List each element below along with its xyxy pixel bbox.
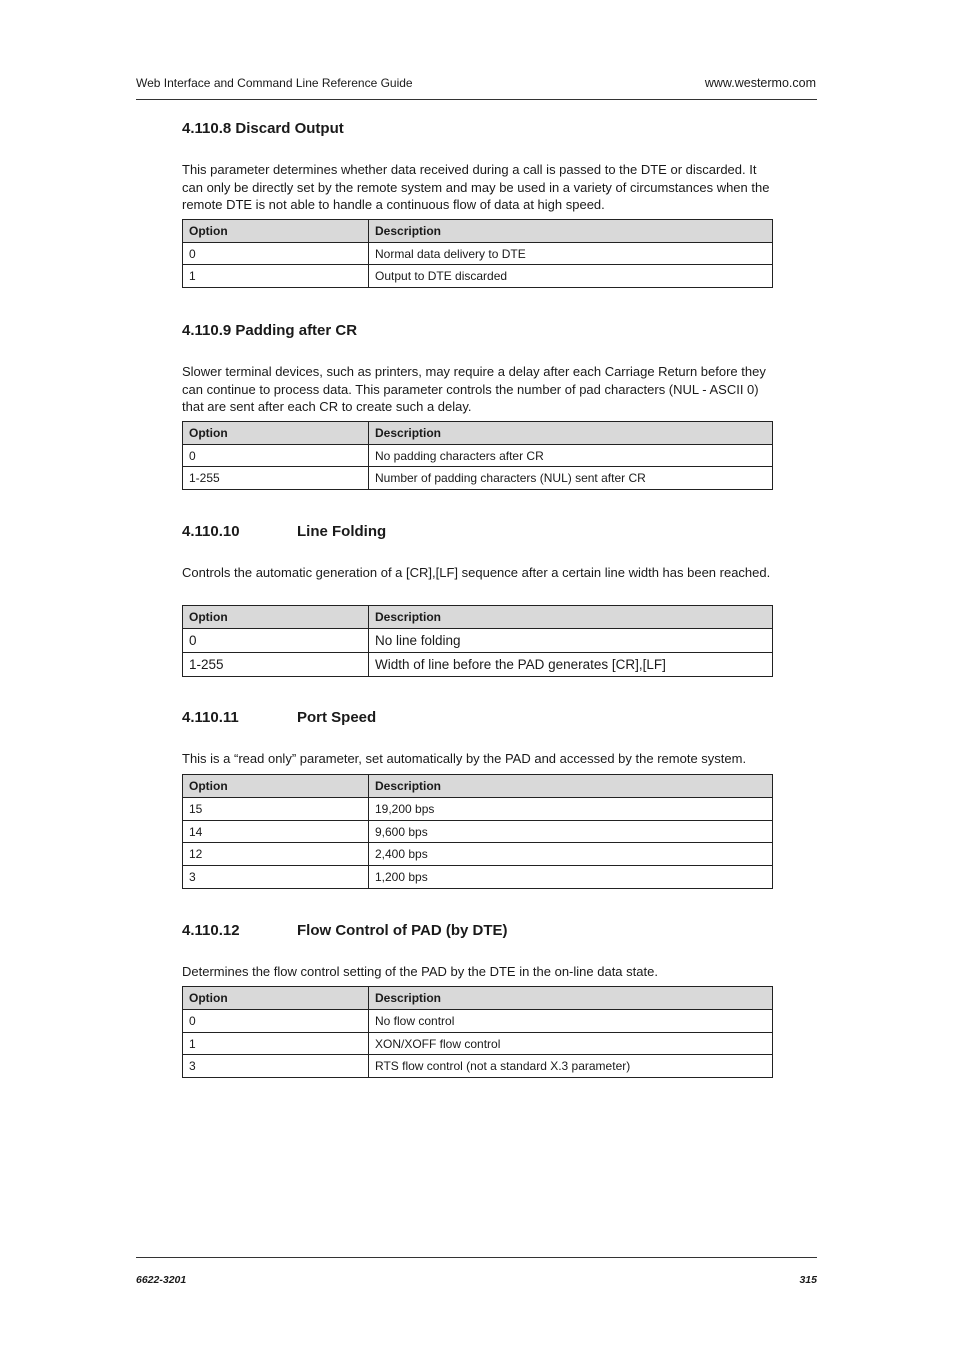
section-discard-output (182, 119, 773, 139)
table-header-row (183, 220, 773, 243)
table-row (183, 265, 773, 288)
table-row (183, 843, 773, 866)
option-cell: 1 (183, 1033, 369, 1055)
description-cell: No padding characters after CR (369, 445, 773, 467)
table-header-row (183, 987, 773, 1010)
section-heading (182, 321, 773, 341)
option-cell: 3 (183, 1055, 369, 1078)
section-description: This parameter determines whether data received during a call is passed to the DTE or discarded. It can only be directly set by the remote system and may be used in a variety of circumstances when the remote DTE is not able to handle a continuous flow of data at high speed. (182, 162, 770, 212)
table-row (183, 467, 773, 490)
description-cell: 9,600 bps (369, 821, 773, 843)
section-title: Flow Control of PAD (by DTE) (297, 922, 508, 939)
header-title: Web Interface and Command Line Reference Guide (136, 76, 413, 90)
table-row (183, 1055, 773, 1078)
option-cell: 12 (183, 843, 369, 866)
options-table-flow-control (182, 986, 773, 1078)
section-paragraph (182, 750, 773, 768)
option-cell: 3 (183, 866, 369, 889)
option-cell: 0 (183, 1010, 369, 1033)
section-title: Line Folding (297, 523, 387, 540)
section-paragraph (182, 363, 773, 416)
section-description: This is a “read only” parameter, set automatically by the PAD and accessed by the remote system. (182, 751, 747, 766)
description-cell: RTS flow control (not a standard X.3 parameter) (369, 1055, 773, 1078)
header-divider (136, 99, 817, 100)
section-number: 4.110.10 (182, 523, 240, 540)
options-table-line-folding (182, 605, 773, 677)
table-row (183, 653, 773, 677)
option-cell: 15 (183, 798, 369, 821)
option-cell: 1 (183, 265, 369, 288)
section-line-folding (182, 522, 773, 542)
section-description: Determines the flow control setting of the PAD by the DTE in the on-line data state. (182, 964, 658, 979)
table-row (183, 445, 773, 467)
section-heading (182, 708, 773, 728)
table-row (183, 243, 773, 265)
section-number: 4.110.11 (182, 709, 239, 726)
column-header-description: Description (369, 220, 773, 243)
section-title: Padding after CR (235, 322, 358, 339)
column-header-option: Option (183, 422, 369, 445)
table-row (183, 629, 773, 653)
document-number: 6622-3201 (136, 1274, 187, 1286)
option-cell: 1-255 (183, 467, 369, 490)
description-cell: Output to DTE discarded (369, 265, 773, 288)
section-port-speed (182, 708, 773, 728)
description-cell: No line folding (369, 629, 773, 653)
section-heading (182, 522, 773, 542)
option-cell: 14 (183, 821, 369, 843)
table-row (183, 798, 773, 821)
footer-divider (136, 1257, 817, 1258)
section-flow-control (182, 921, 773, 941)
description-cell: Number of padding characters (NUL) sent after CR (369, 467, 773, 490)
column-header-description: Description (369, 422, 773, 445)
section-title: Discard Output (235, 120, 344, 137)
options-table-discard-output (182, 219, 773, 288)
section-heading (182, 921, 773, 941)
section-title: Port Speed (297, 709, 377, 726)
column-header-option: Option (183, 775, 369, 798)
section-number: 4.110.12 (182, 922, 240, 939)
table-row (183, 866, 773, 889)
option-cell: 0 (183, 445, 369, 467)
description-cell: 2,400 bps (369, 843, 773, 866)
description-cell: XON/XOFF flow control (369, 1033, 773, 1055)
section-description: Slower terminal devices, such as printers, may require a delay after each Carriage Return before they can continue to process data. This parameter controls the number of pad characters (NUL - ASCII 0) that are sent after each CR to create such a delay. (182, 364, 766, 414)
column-header-option: Option (183, 987, 369, 1010)
option-cell: 1-255 (183, 653, 369, 677)
options-table-padding-after-cr (182, 421, 773, 490)
section-paragraph (182, 564, 773, 582)
column-header-option: Option (183, 606, 369, 629)
column-header-description: Description (369, 775, 773, 798)
section-paragraph (182, 963, 773, 981)
option-cell: 0 (183, 243, 369, 265)
section-heading (182, 119, 773, 139)
table-row (183, 1010, 773, 1033)
table-header-row (183, 775, 773, 798)
options-table-port-speed (182, 774, 773, 889)
table-header-row (183, 422, 773, 445)
header-url: www.westermo.com (704, 76, 816, 90)
description-cell: Normal data delivery to DTE (369, 243, 773, 265)
description-cell: Width of line before the PAD generates [CR],[LF] (369, 653, 773, 677)
table-row (183, 1033, 773, 1055)
description-cell: No flow control (369, 1010, 773, 1033)
section-number: 4.110.8 (182, 120, 232, 137)
column-header-option: Option (183, 220, 369, 243)
section-number: 4.110.9 (182, 322, 232, 339)
section-description: Controls the automatic generation of a [CR],[LF] sequence after a certain line width has been reached. (182, 565, 771, 580)
section-padding-after-cr (182, 321, 773, 341)
column-header-description: Description (369, 987, 773, 1010)
page-number: 315 (799, 1274, 817, 1286)
option-cell: 0 (183, 629, 369, 653)
description-cell: 19,200 bps (369, 798, 773, 821)
description-cell: 1,200 bps (369, 866, 773, 889)
column-header-description: Description (369, 606, 773, 629)
section-paragraph (182, 161, 773, 214)
table-header-row (183, 606, 773, 629)
table-row (183, 821, 773, 843)
